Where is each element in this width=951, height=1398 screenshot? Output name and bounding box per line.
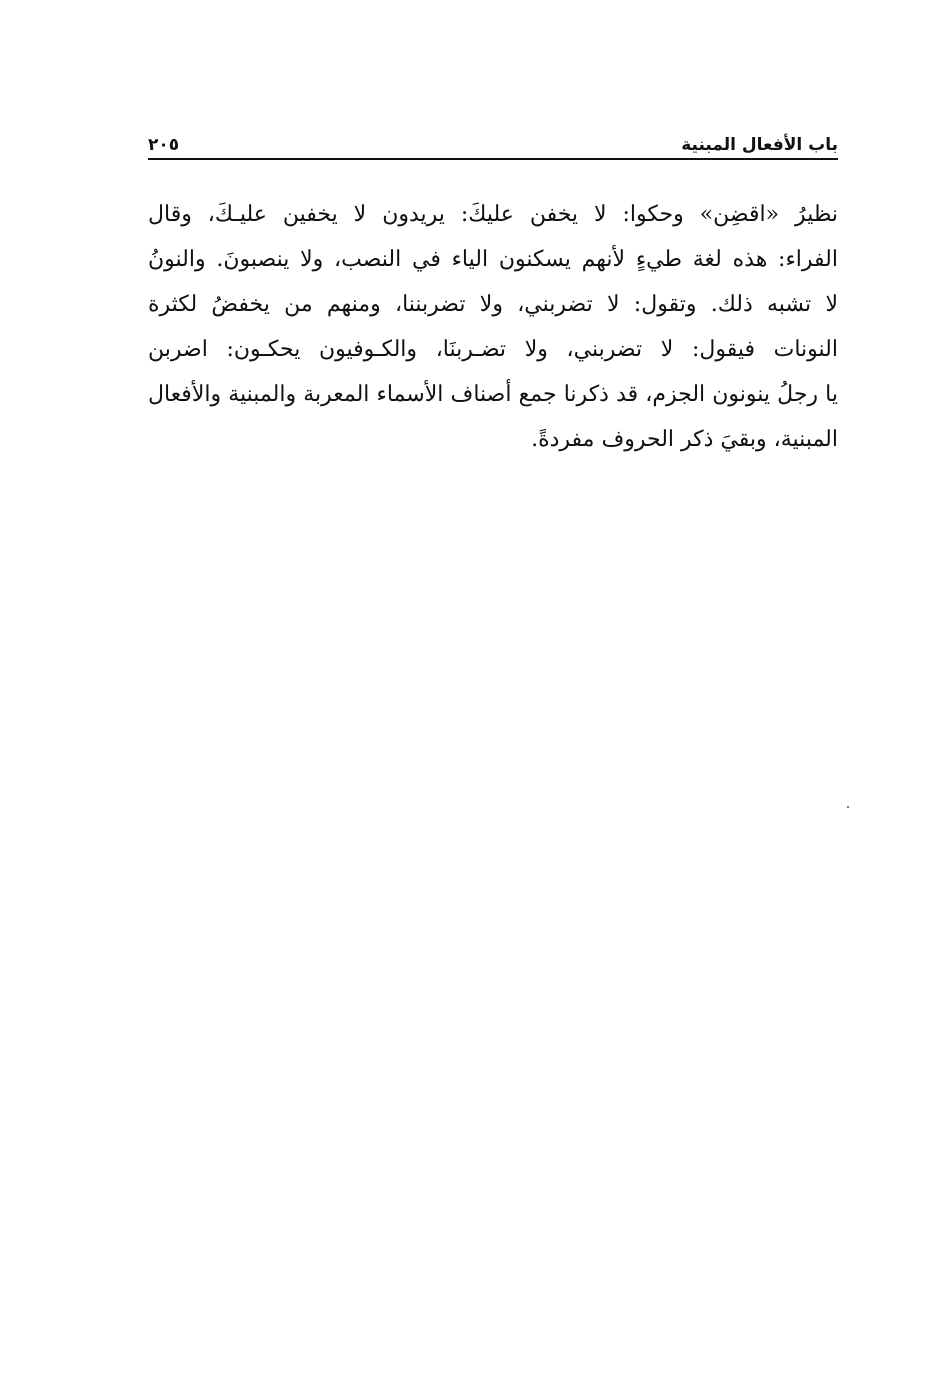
text-line: لا تشبه ذلك. وتقول: لا تضربني، ولا تضربننا، ومنهم من يخفضُ لكثرة [148,292,838,317]
chapter-title: باب الأفعال المبنية [681,135,838,155]
text-line: الفراء: هذه لغة طيءٍ لأنهم يسكنون الياء في النصب، ولا ينصبونَ. والنونُ [148,247,838,272]
page-number: ٢٠٥ [148,135,180,155]
text-line: نظيرُ «اقضِن» وحكوا: لا يخفن عليكَ: يريدون لا يخفين عليـكَ، وقال [148,202,838,227]
body-paragraph [148,192,838,462]
text-line: يا رجلُ ينونون الجزم، قد ذكرنا جمع أصناف الأسماء المعربة والمبنية والأفعال [148,382,838,407]
scan-speck [847,806,849,808]
text-line: النونات فيقول: لا تضربني، ولا تضـربنَا، والكـوفيون يحكـون: اضربن [148,337,838,362]
text-line: المبنية، وبقيَ ذكر الحروف مفردةً. [531,427,838,452]
running-header [148,128,838,160]
